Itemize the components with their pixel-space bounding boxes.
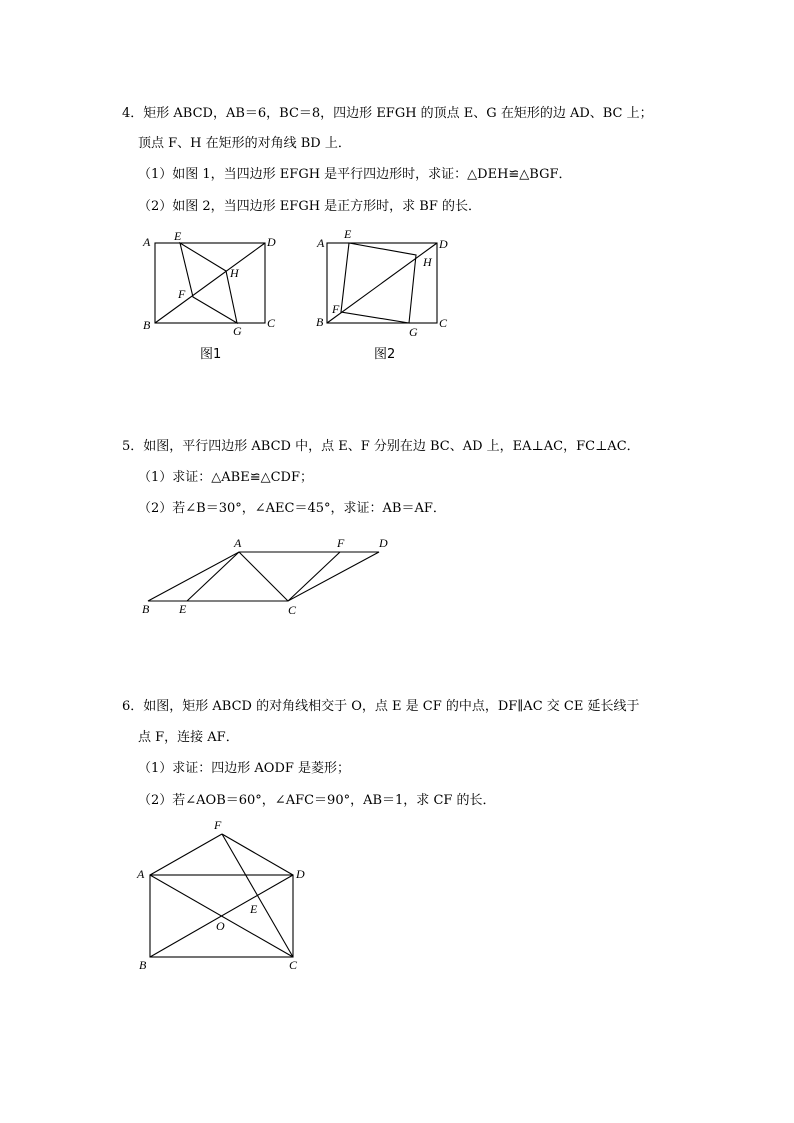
fig2-label-h: H (423, 255, 432, 269)
fig1-diagonal-bd (155, 243, 265, 323)
fig1-label-e: E (174, 229, 182, 243)
fig6-label-f: F (214, 818, 222, 832)
fig6-label-d: D (296, 867, 305, 881)
fig2-label-a: A (317, 236, 325, 250)
figure-2 (316, 227, 448, 362)
fig2-caption: 图2 (374, 347, 396, 362)
problem-6-part-2: （2）若∠AOB＝60°，∠AFC＝90°，AB＝1，求 CF 的长． (138, 793, 496, 808)
fig2-label-e: E (344, 227, 352, 241)
fig6-label-c: C (289, 958, 298, 972)
problem-6-statement: 6．如图，矩形 ABCD 的对角线相交于 O，点 E 是 CF 的中点，DF∥AC 交 CE 延长线于 (122, 699, 640, 714)
fig6-label-a: A (137, 867, 145, 881)
fig5-label-d: D (379, 536, 388, 550)
fig2-label-d: D (439, 237, 448, 251)
problem-5-figure (135, 530, 400, 620)
fig5-label-b: B (142, 602, 150, 616)
segment-ac (239, 552, 288, 601)
problem-5-part-1: （1）求证：△ABE≌△CDF； (138, 470, 313, 485)
problem-4-figures (130, 225, 460, 370)
fig2-label-b: B (316, 315, 324, 329)
fig1-label-g: G (233, 324, 242, 338)
fig5-label-a: A (234, 536, 242, 550)
problem-4-part-2: （2）如图 2，当四边形 EFGH 是正方形时，求 BF 的长． (138, 199, 482, 214)
fig5-label-e: E (179, 602, 187, 616)
problem-5-statement: 5．如图，平行四边形 ABCD 中，点 E、F 分别在边 BC、AD 上，EA⊥AC，FC⊥AC． (122, 439, 640, 454)
problem-4-statement-cont: 顶点 F、H 在矩形的对角线 BD 上． (138, 136, 351, 151)
problem-6-part-1: （1）求证：四边形 AODF 是菱形； (138, 761, 351, 776)
fig1-label-c: C (267, 316, 276, 330)
problem-4-statement: 4．矩形 ABCD，AB＝6，BC＝8，四边形 EFGH 的顶点 E、G 在矩形的边 AD、BC 上； (122, 106, 653, 121)
fig6-label-o: O (216, 919, 225, 933)
problem-4-part-1: （1）如图 1，当四边形 EFGH 是平行四边形时，求证：△DEH≌△BGF． (138, 167, 572, 182)
fig5-label-c: C (288, 603, 297, 617)
fig2-label-f: F (332, 302, 340, 316)
problem-6-statement-cont: 点 F，连接 AF． (138, 730, 239, 745)
fig2-label-c: C (439, 316, 448, 330)
fig2-diagonal-bd (327, 243, 437, 323)
fig1-label-h: H (230, 266, 239, 280)
fig1-quad-efgh (180, 243, 237, 323)
fig2-square-efgh (341, 243, 416, 323)
figure-1 (142, 229, 276, 362)
fig6-label-e: E (250, 902, 258, 916)
fig1-label-b: B (143, 318, 151, 332)
fig1-label-d: D (267, 235, 276, 249)
fig1-label-a: A (143, 235, 151, 249)
problem-5-part-2: （2）若∠B＝30°，∠AEC＝45°，求证：AB＝AF． (138, 501, 446, 516)
fig6-label-b: B (139, 958, 147, 972)
fig1-caption: 图1 (200, 347, 222, 362)
segment-fc (288, 552, 340, 601)
fig1-label-f: F (178, 287, 186, 301)
fig2-label-g: G (409, 325, 418, 339)
segment-af (150, 834, 222, 875)
segment-df (222, 834, 293, 875)
segment-ea (187, 552, 239, 601)
segment-cf (222, 834, 293, 957)
fig5-label-f: F (337, 536, 345, 550)
problem-6-figure (130, 815, 320, 975)
